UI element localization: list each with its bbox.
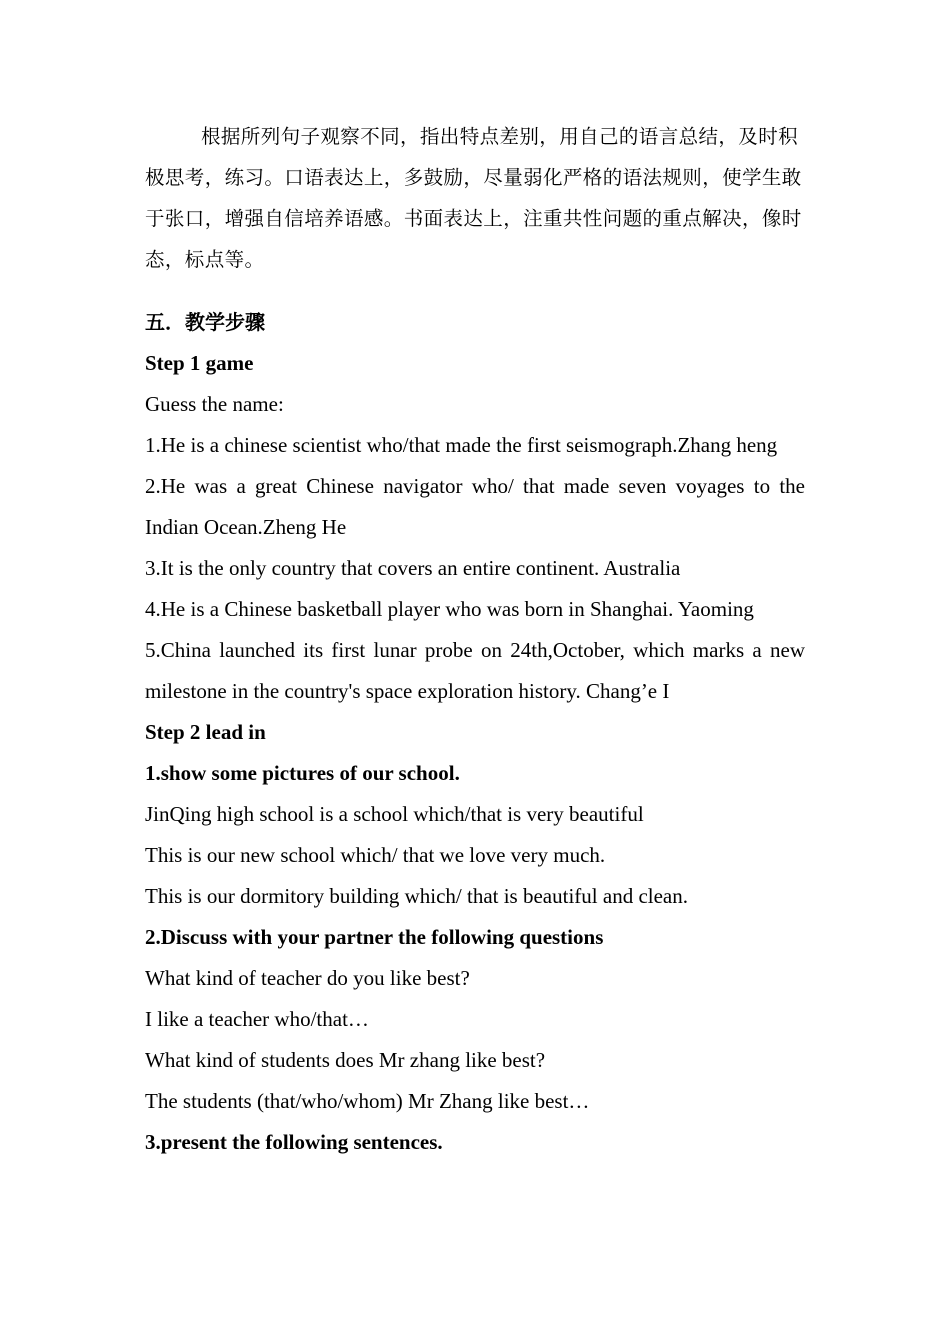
step1-item-2: 2.He was a great Chinese navigator who/ that made seven voyages to the Indian Ocean.Zheng He [145,474,805,539]
step1-prompt: Guess the name: [145,392,284,416]
step1-title: Step 1 game [145,351,254,375]
step1-item-3: 3.It is the only country that covers an entire continent. Australia [145,556,681,580]
step1-item-4: 4.He is a Chinese basketball player who was born in Shanghai. Yaoming [145,597,754,621]
step2-part1-line-1: JinQing high school is a school which/that is very beautiful [145,802,644,826]
step2-part2-line-3: What kind of students does Mr zhang like best? [145,1048,546,1072]
step1-item-5: 5.China launched its first lunar probe on 24th,October, which marks a new milestone in the country's space exploration history. Chang’e I [145,638,805,703]
step2-part2-line-1: What kind of teacher do you like best? [145,966,470,990]
section-heading-teaching-steps: 五．教学步骤 [145,310,265,334]
document-body [145,116,805,1163]
step2-part1-line-3: This is our dormitory building which/ that is beautiful and clean. [145,884,688,908]
step2-title: Step 2 lead in [145,720,266,744]
step1-item-1: 1.He is a chinese scientist who/that made the first seismograph.Zhang heng [145,433,778,457]
step2-part3-title: 3.present the following sentences. [145,1130,443,1154]
intro-paragraph: 根据所列句子观察不同，指出特点差别，用自己的语言总结，及时积极思考，练习。口语表达上，多鼓励，尽量弱化严格的语法规则，使学生敢于张口，增强自信培养语感。书面表达上，注重共性问题的重点解决，像时态，标点等。 [145,125,802,271]
step2-part2-title: 2.Discuss with your partner the following questions [145,925,604,949]
step2-part2-line-2: I like a teacher who/that… [145,1007,369,1031]
step2-part1-title: 1.show some pictures of our school. [145,761,460,785]
step2-part2-line-4: The students (that/who/whom) Mr Zhang like best… [145,1089,590,1113]
step2-part1-line-2: This is our new school which/ that we love very much. [145,843,606,867]
